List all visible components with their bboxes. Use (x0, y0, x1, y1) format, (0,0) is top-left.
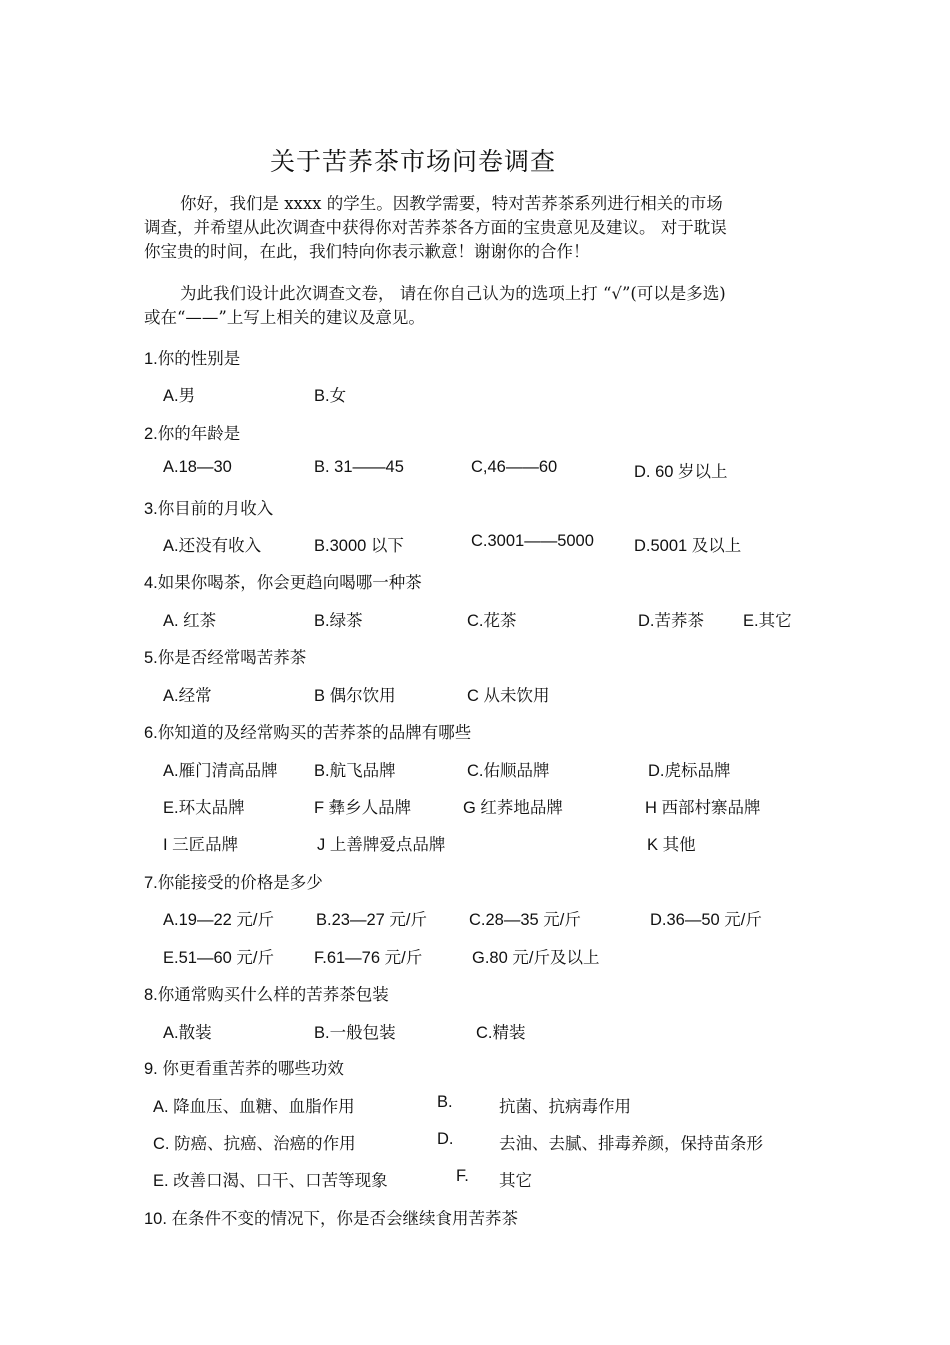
option-7d[interactable]: D.36—50 元/斤 (650, 911, 762, 929)
intro-line: 你宝贵的时间，在此，我们特向你表示歉意！谢谢你的合作！ (144, 242, 590, 261)
option-4d[interactable]: D.苦荞茶 (638, 612, 704, 630)
question-5: 5.你是否经常喝苦荞茶 (144, 649, 307, 667)
option-6k[interactable]: K 其他 (647, 836, 696, 854)
intro-line: 你好，我们是 xxxx 的学生。因教学需要，特对苦荞茶系列进行相关的市场 (180, 194, 723, 213)
option-2d[interactable]: D. 60 岁以上 (634, 463, 728, 481)
option-9e[interactable]: E. 改善口渴、口干、口苦等现象 (153, 1172, 388, 1190)
option-8a[interactable]: A.散装 (163, 1024, 212, 1042)
option-6c[interactable]: C.佑顺品牌 (467, 762, 550, 780)
option-4b[interactable]: B.绿茶 (314, 612, 363, 630)
option-6i[interactable]: I 三匠品牌 (163, 836, 239, 854)
question-8: 8.你通常购买什么样的苦荞茶包装 (144, 986, 389, 1004)
intro-line: 调查，并希望从此次调查中获得你对苦荞茶各方面的宝贵意见及建议。 对于耽误 (144, 218, 727, 237)
option-1b[interactable]: B.女 (314, 387, 347, 405)
question-6: 6.你知道的及经常购买的苦荞茶的品牌有哪些 (144, 724, 472, 742)
intro-paragraph-1 (144, 192, 804, 264)
option-9b-letter[interactable]: B. (437, 1093, 453, 1111)
option-9d-text: 去油、去腻、排毒养颜，保持苗条形 (499, 1135, 763, 1153)
option-4a[interactable]: A. 红茶 (163, 612, 217, 630)
intro-line: 或在“——”上写上相关的建议及意见。 (144, 308, 425, 327)
option-6h[interactable]: H 西部村寨品牌 (645, 799, 761, 817)
option-6g[interactable]: G 红荞地品牌 (463, 799, 563, 817)
option-5c[interactable]: C 从未饮用 (467, 687, 550, 705)
question-3: 3.你目前的月收入 (144, 500, 274, 518)
option-2c[interactable]: C,46——60 (471, 458, 558, 476)
option-7g[interactable]: G.80 元/斤及以上 (472, 949, 600, 967)
question-7: 7.你能接受的价格是多少 (144, 874, 323, 892)
option-3a[interactable]: A.还没有收入 (163, 537, 262, 555)
option-7a[interactable]: A.19—22 元/斤 (163, 911, 274, 929)
option-5a[interactable]: A.经常 (163, 687, 212, 705)
option-7e[interactable]: E.51—60 元/斤 (163, 949, 274, 967)
option-6d[interactable]: D.虎标品牌 (648, 762, 731, 780)
option-2a[interactable]: A.18—30 (163, 458, 232, 476)
option-3b[interactable]: B.3000 以下 (314, 537, 404, 555)
option-6j[interactable]: J 上善牌爱点品牌 (317, 836, 446, 854)
option-4e[interactable]: E.其它 (743, 612, 792, 630)
option-9f-text: 其它 (499, 1172, 532, 1190)
question-4: 4.如果你喝茶，你会更趋向喝哪一种茶 (144, 574, 422, 592)
option-3d[interactable]: D.5001 及以上 (634, 537, 742, 555)
option-5b[interactable]: B 偶尔饮用 (314, 687, 396, 705)
option-9f-letter[interactable]: F. (456, 1167, 469, 1185)
option-8b[interactable]: B.一般包装 (314, 1024, 396, 1042)
option-9d-letter[interactable]: D. (437, 1130, 454, 1148)
option-8c[interactable]: C.精装 (476, 1024, 526, 1042)
option-9b-text: 抗菌、抗病毒作用 (499, 1098, 631, 1116)
intro-paragraph-2 (144, 282, 804, 330)
option-7c[interactable]: C.28—35 元/斤 (469, 911, 581, 929)
option-6a[interactable]: A.雁门清高品牌 (163, 762, 278, 780)
question-9: 9. 你更看重苦荞的哪些功效 (144, 1060, 344, 1078)
option-4c[interactable]: C.花茶 (467, 612, 517, 630)
option-1a[interactable]: A.男 (163, 387, 196, 405)
option-9a[interactable]: A. 降血压、血糖、血脂作用 (153, 1098, 355, 1116)
option-6b[interactable]: B.航飞品牌 (314, 762, 396, 780)
intro-line: 为此我们设计此次调查文卷， 请在你自己认为的选项上打 “√”(可以是多选) (180, 284, 726, 303)
option-3c[interactable]: C.3001——5000 (471, 532, 594, 550)
option-6f[interactable]: F 彝乡人品牌 (314, 799, 412, 817)
question-2: 2.你的年龄是 (144, 425, 241, 443)
option-6e[interactable]: E.环太品牌 (163, 799, 245, 817)
option-2b[interactable]: B. 31——45 (314, 458, 404, 476)
option-9c[interactable]: C. 防癌、抗癌、治癌的作用 (153, 1135, 356, 1153)
option-7f[interactable]: F.61—76 元/斤 (314, 949, 423, 967)
page-title: 关于苦荞茶市场问卷调查 (270, 147, 557, 176)
option-7b[interactable]: B.23—27 元/斤 (316, 911, 427, 929)
question-10: 10. 在条件不变的情况下，你是否会继续食用苦荞茶 (144, 1210, 519, 1228)
question-1: 1.你的性别是 (144, 350, 241, 368)
